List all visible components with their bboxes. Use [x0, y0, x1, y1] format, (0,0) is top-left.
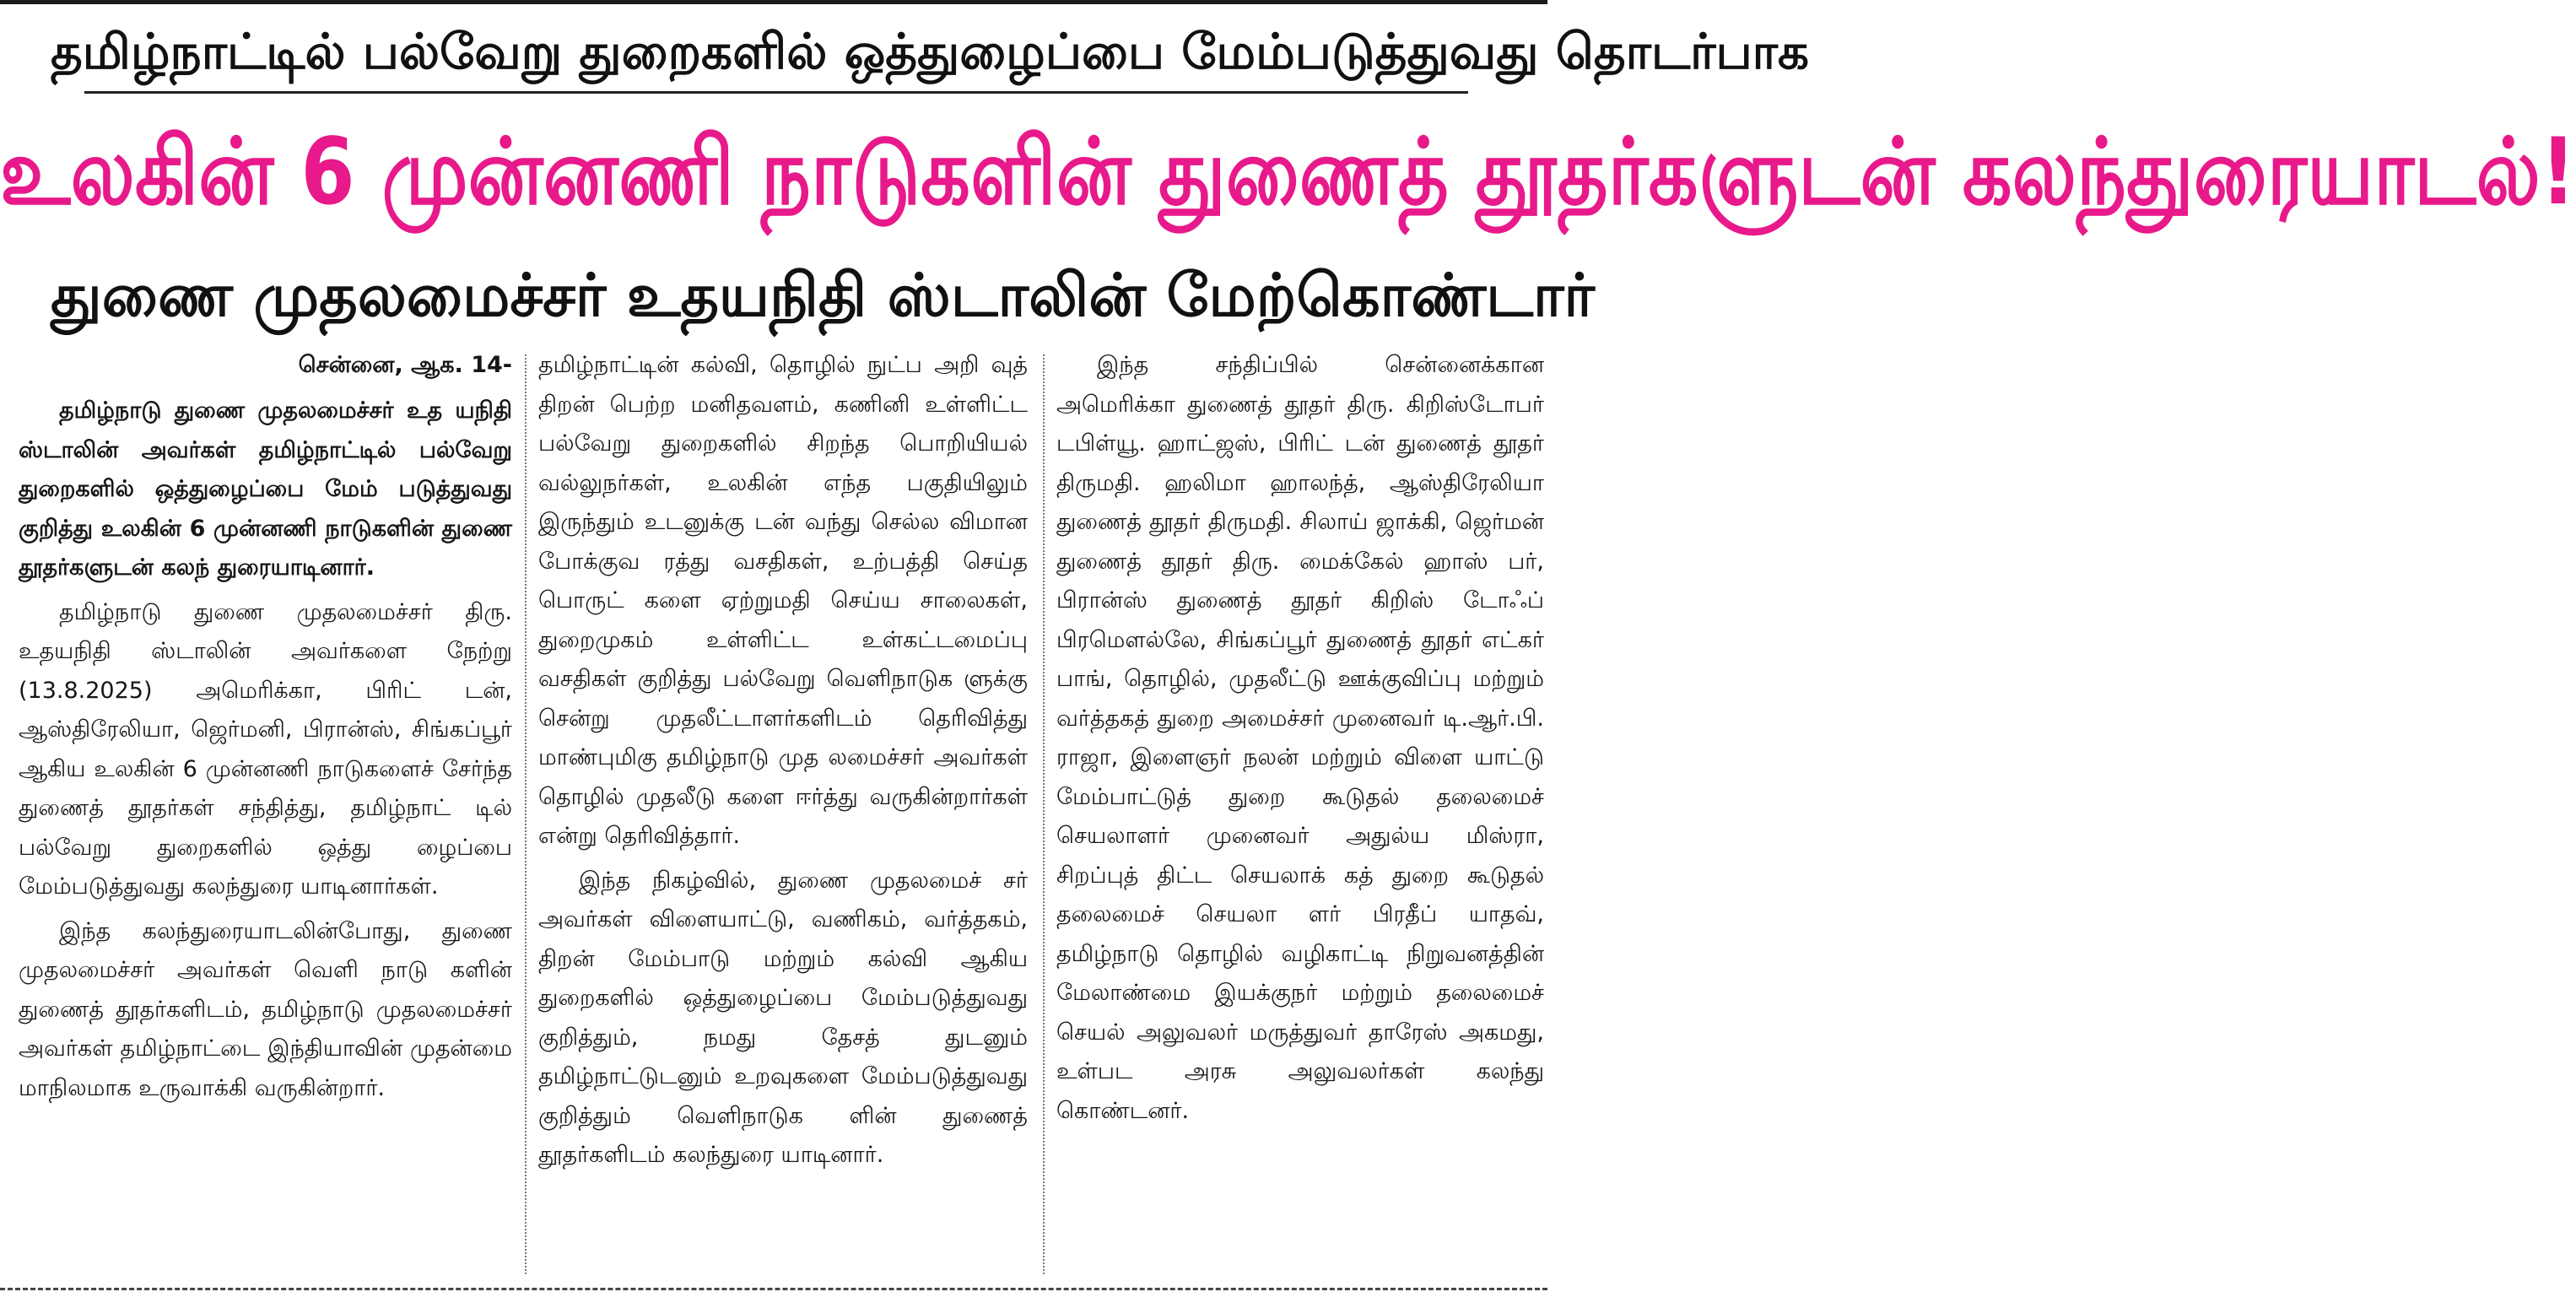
article-column-3: [1056, 346, 1544, 1283]
kicker-underline: [84, 91, 1468, 94]
column-divider: [525, 354, 527, 1274]
body-paragraph: இந்த கலந்துரையாடலின்போது, துணை முதலமைச்சர் அவர்கள் வெளி நாடு களின் துணைத் தூதர்களிடம், தமிழ்நாடு முதலமைச்சர் அவர்கள் தமிழ்நாட்டை இந்தியாவின் முதன்மை மாநிலமாக உருவாக்கி வருகின்றார்.: [19, 917, 512, 1101]
bottom-divider-rule: [0, 1288, 1547, 1290]
body-paragraph: இந்த நிகழ்வில், துணை முதலமைச் சர் அவர்கள் விளையாட்டு, வணிகம், வர்த்தகம், திறன் மேம்பாடு மற்றும் கல்வி ஆகிய துறைகளில் ஒத்துழைப்பை மேம்படுத்துவது குறித்தும், நமது தேசத் துடனும் தமிழ்நாட்டுடனும் உறவுகளை மேம்படுத்துவது குறித்தும் வெளிநாடுக ளின் துணைத் தூதர்களிடம் கலந்துரை யாடினார்.: [538, 867, 1028, 1168]
lead-paragraph: தமிழ்நாடு துணை முதலமைச்சர் உத யநிதி ஸ்டாலின் அவர்கள் தமிழ்நாட்டில் பல்வேறு துறைகளில் ஒத்துழைப்பை மேம் படுத்துவது குறித்து உலகின் 6 முன்னணி நாடுகளின் துணை தூதர்களுடன் கலந் துரையாடினார்.: [19, 397, 512, 581]
column-divider: [1043, 354, 1045, 1274]
dateline: சென்னை, ஆக. 14-: [298, 352, 512, 378]
body-paragraph: இந்த சந்திப்பில் சென்னைக்கான அமெரிக்கா துணைத் தூதர் திரு. கிறிஸ்டோபர் டபிள்யூ. ஹாட்ஜஸ், பிரிட் டன் துணைத் தூதர் திருமதி. ஹலிமா ஹாலந்த், ஆஸ்திரேலியா துணைத் தூதர் திருமதி. சிலாய் ஜாக்கி, ஜெர்மன் துணைத் தூதர் திரு. மைக்கேல் ஹாஸ் பர், பிரான்ஸ் துணைத் தூதர் கிறிஸ் டோஃப் பிரமௌல்லே, சிங்கப்பூர் துணைத் தூதர் எட்கர் பாங், தொழில், முதலீட்டு ஊக்குவிப்பு மற்றும் வர்த்தகத் துறை அமைச்சர் முனைவர் டி.ஆர்.பி. ராஜா, இளைஞர் நலன் மற்றும் விளை யாட்டு மேம்பாட்டுத் துறை கூடுதல் தலைமைச் செயலாளர் முனைவர் அதுல்ய மிஸ்ரா, சிறப்புத் திட்ட செயலாக் கத் துறை கூடுதல் தலைமைச் செயலா ளர் பிரதீப் யாதவ், தமிழ்நாடு தொழில் வழிகாட்டி நிறுவனத்தின் மேலாண்மை இயக்குநர் மற்றும் தலைமைச் செயல் அலுவலர் மருத்துவர் தாரேஸ் அகமது, உள்பட அரசு அலுவலர்கள் கலந்து கொண்டனர்.: [1056, 352, 1544, 1124]
article-subheadline: துணை முதலமைச்சர் உதயநிதி ஸ்டாலின் மேற்கொண்டார்: [51, 261, 1596, 330]
article-kicker: தமிழ்நாட்டில் பல்வேறு துறைகளில் ஒத்துழைப்பை மேம்படுத்துவது தொடர்பாக: [51, 23, 1810, 80]
body-paragraph: தமிழ்நாட்டின் கல்வி, தொழில் நுட்ப அறி வுத் திறன் பெற்ற மனிதவளம், கணினி உள்ளிட்ட பல்வேறு துறைகளில் சிறந்த பொறியியல் வல்லுநர்கள், உலகின் எந்த பகுதியிலும் இருந்தும் உடனுக்கு டன் வந்து செல்ல விமான போக்குவ ரத்து வசதிகள், உற்பத்தி செய்த பொருட் களை ஏற்றுமதி செய்ய சாலைகள், துறைமுகம் உள்ளிட்ட உள்கட்டமைப்பு வசதிகள் குறித்து பல்வேறு வெளிநாடுக ளுக்கு சென்று முதலீட்டாளர்களிடம் தெரிவித்து மாண்புமிகு தமிழ்நாடு முத லமைச்சர் அவர்கள் தொழில் முதலீடு களை ஈர்த்து வருகின்றார்கள் என்று தெரிவித்தார்.: [538, 352, 1028, 849]
article-headline: உலகின் 6 முன்னணி நாடுகளின் துணைத் தூதர்களுடன் கலந்துரையாடல்!: [0, 118, 2576, 226]
top-border-rule: [0, 0, 1547, 4]
article-column-2: [538, 346, 1028, 1283]
body-paragraph: தமிழ்நாடு துணை முதலமைச்சர் திரு. உதயநிதி ஸ்டாலின் அவர்களை நேற்று (13.8.2025) அமெரிக்கா, பிரிட் டன், ஆஸ்திரேலியா, ஜெர்மனி, பிரான்ஸ், சிங்கப்பூர் ஆகிய உலகின் 6 முன்னணி நாடுகளைச் சேர்ந்த துணைத் தூதர்கள் சந்தித்து, தமிழ்நாட் டில் பல்வேறு துறைகளில் ஒத்து ழைப்பை மேம்படுத்துவது கலந்துரை யாடினார்கள்.: [19, 598, 512, 900]
article-column-1: [19, 346, 512, 1283]
